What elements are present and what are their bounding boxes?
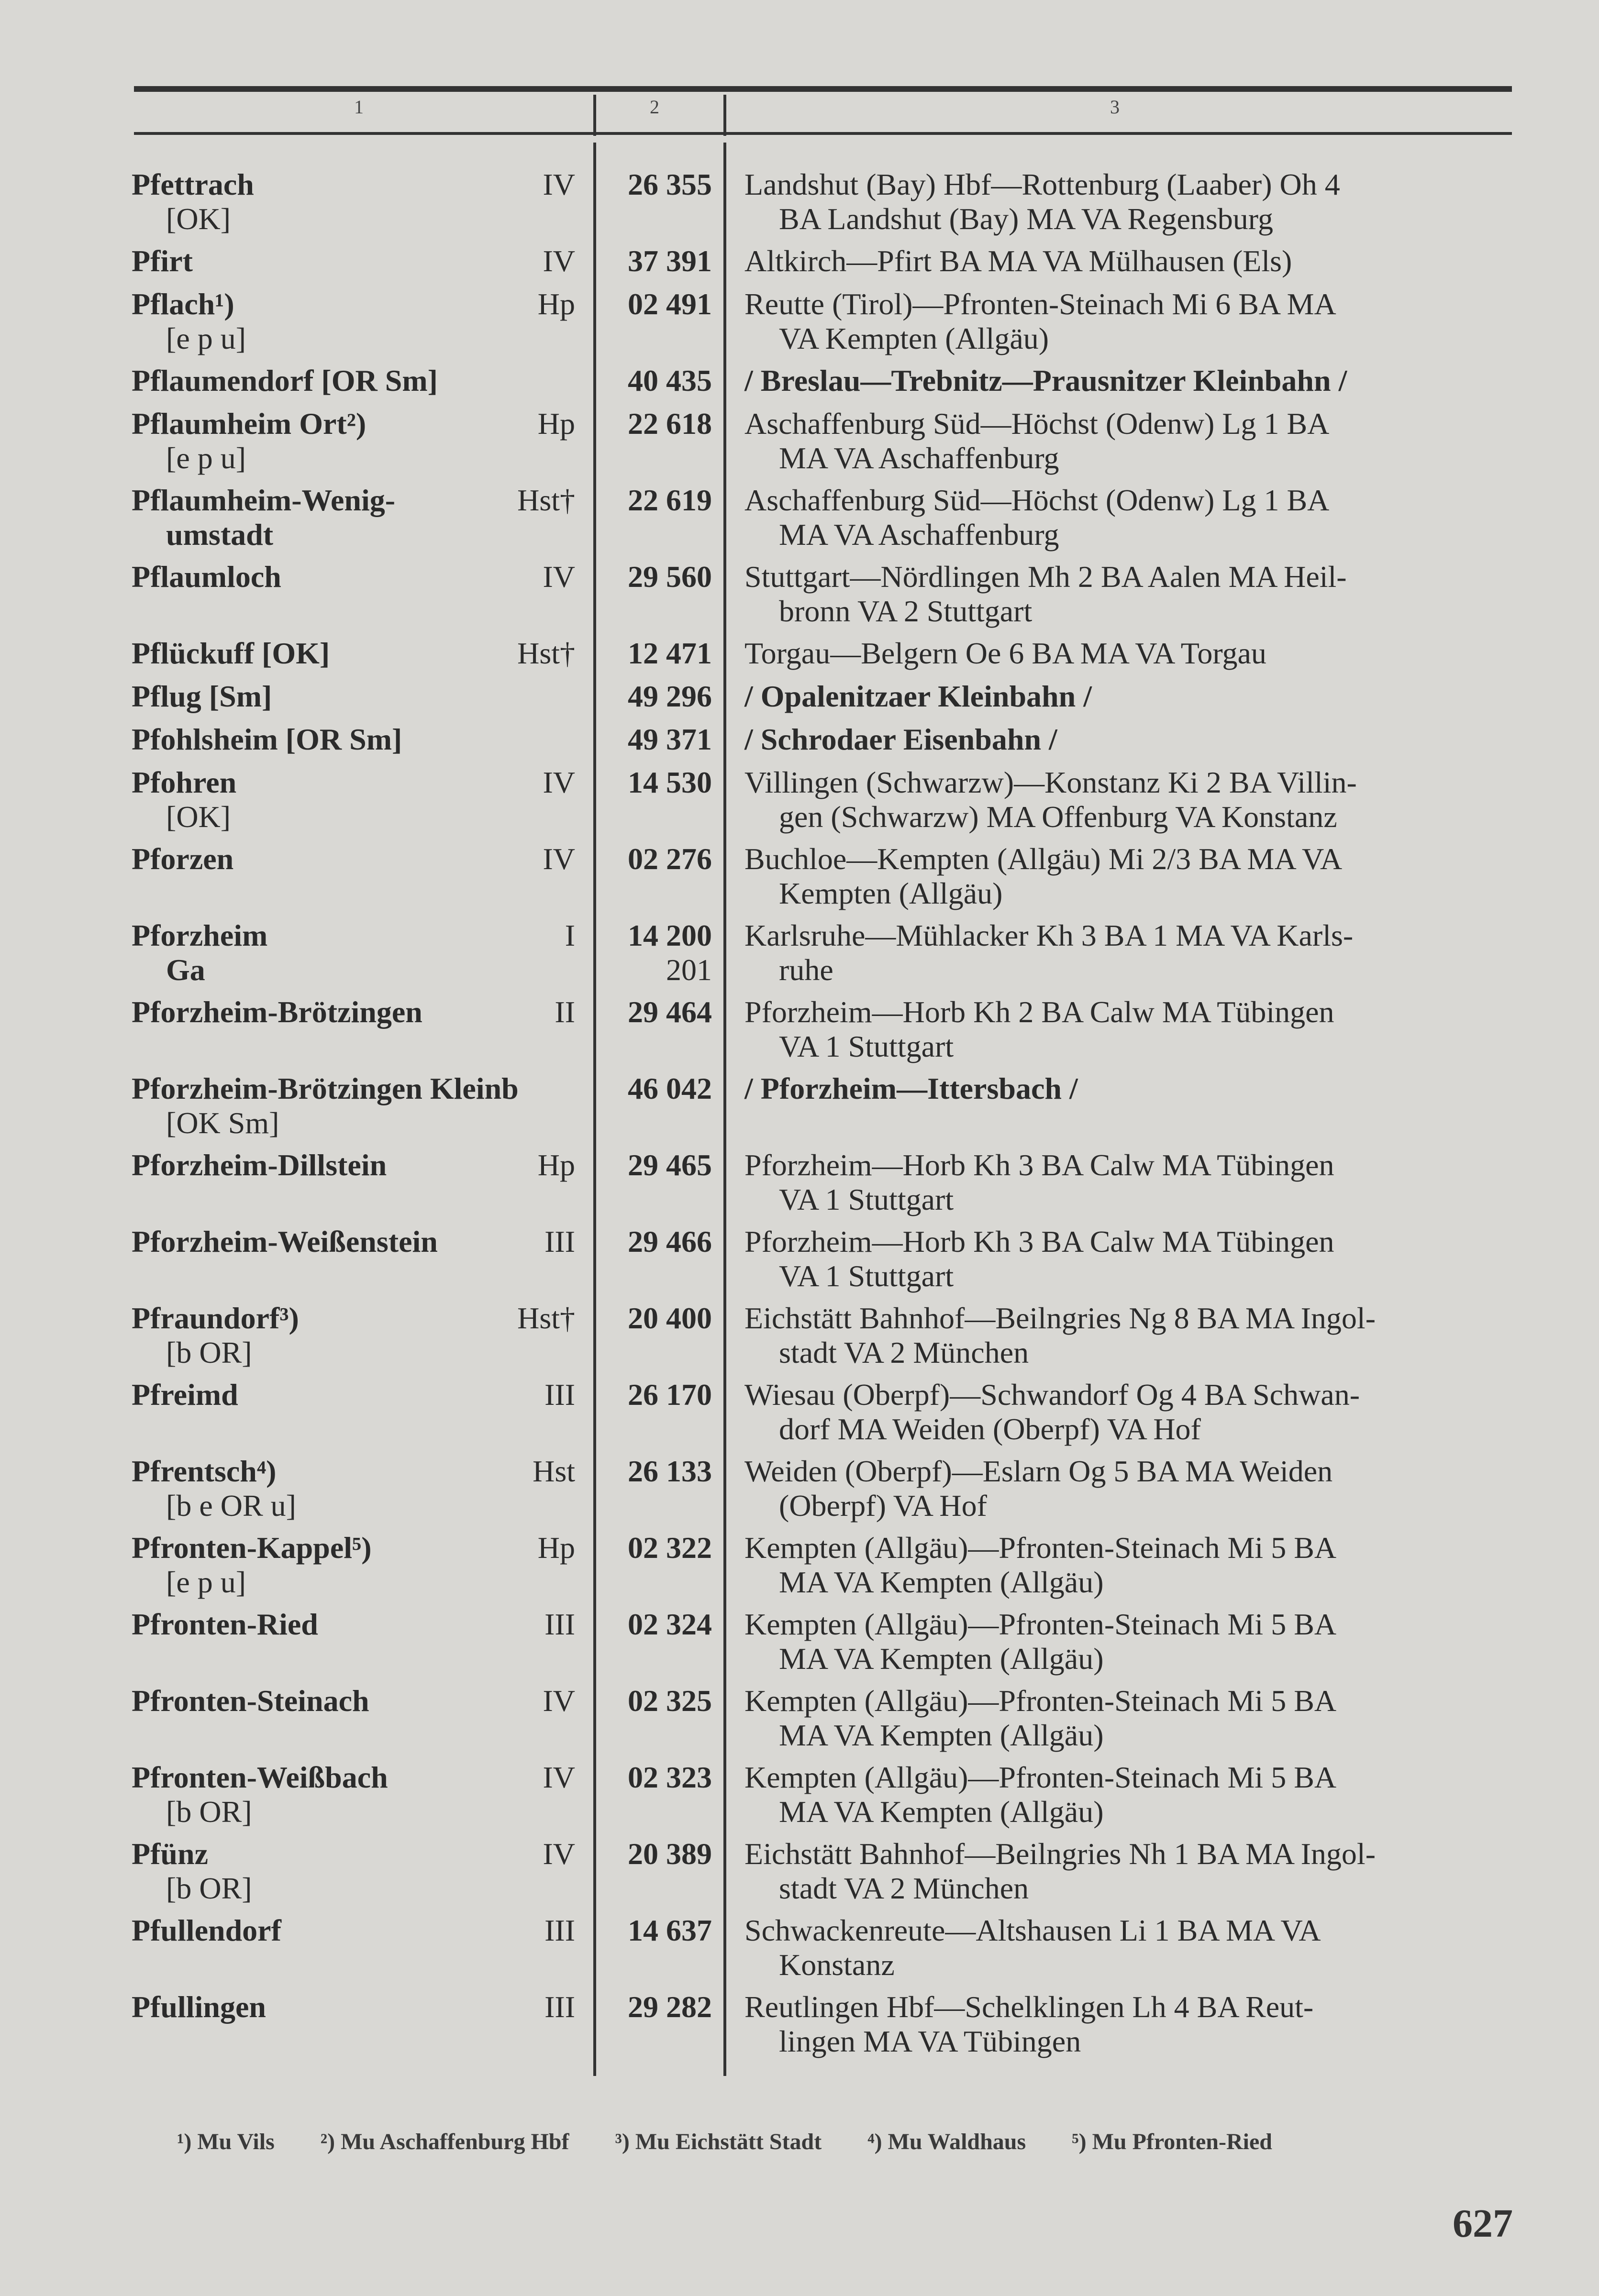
station-name-line1: Pforzheim-Brötzingen Kleinb [132,1071,519,1105]
route-line1: Karlsruhe—Mühlacker Kh 3 BA 1 MA VA Karls- [744,918,1354,952]
station-category: III [544,1225,575,1258]
route-info [744,167,1512,236]
station-code-line1: 02 324 [628,1607,712,1641]
route-info [744,244,1512,278]
route-line2: stadt VA 2 München [779,1871,1029,1905]
station-code [607,722,712,757]
station-name [132,679,577,714]
table-row [0,483,1599,560]
station-name-line2: Ga [166,953,205,987]
station-name-line2: [e p u] [166,1565,246,1599]
station-name [132,1990,577,2024]
route-line1: Schwackenreute—Altshausen Li 1 BA MA VA [744,1913,1321,1947]
table-row [0,1225,1599,1301]
station-category: Hst† [517,636,575,670]
station-name-line1: Pfirt [132,244,193,278]
route-line1: / Schrodaer Eisenbahn / [744,722,1057,756]
station-name-line2: [b OR] [166,1795,252,1829]
route-info [744,407,1512,475]
route-line2: (Oberpf) VA Hof [779,1489,987,1523]
route-line2: MA VA Aschaffenburg [779,518,1059,552]
station-name [132,722,577,757]
route-line1: Altkirch—Pfirt BA MA VA Mülhausen (Els) [744,244,1292,278]
station-code-line1: 12 471 [628,636,712,670]
station-code [607,244,712,278]
station-name [132,995,577,1029]
column-header-1: 1 [354,96,364,118]
station-code [607,636,712,671]
station-name-line1: Pflach¹) [132,287,234,321]
station-code [607,995,712,1029]
station-code [607,167,712,202]
station-code [607,918,712,987]
route-line1: Pforzheim—Horb Kh 3 BA Calw MA Tübingen [744,1148,1334,1182]
page-number: 627 [1453,2201,1513,2246]
station-name-line1: Pflückuff [OK] [132,636,330,670]
station-name-line1: Pfullendorf [132,1913,281,1947]
station-name [132,483,577,552]
route-line2: MA VA Aschaffenburg [779,441,1059,475]
table-row [0,1684,1599,1760]
route-info [744,679,1512,714]
route-info [744,1148,1512,1217]
route-info [744,1225,1512,1293]
station-code-line1: 14 637 [628,1913,712,1947]
station-code-line1: 49 371 [628,722,712,756]
route-info [744,287,1512,356]
station-name [132,1148,577,1182]
station-name [132,1378,577,1412]
station-code [607,765,712,800]
station-category: Hst† [517,483,575,517]
route-line2: BA Landshut (Bay) MA VA Regensburg [779,202,1273,236]
footnote: ³) Mu Eichstätt Stadt [615,2129,822,2154]
route-info [744,1760,1512,1829]
route-line2: Konstanz [779,1948,895,1982]
route-line1: / Pforzheim—Ittersbach / [744,1071,1078,1105]
route-line2: stadt VA 2 München [779,1336,1029,1369]
route-line2: MA VA Kempten (Allgäu) [779,1565,1104,1599]
route-info [744,1607,1512,1676]
table-row [0,1990,1599,2066]
route-line1: Eichstätt Bahnhof—Beilngries Nh 1 BA MA Ingol- [744,1837,1376,1871]
station-name-line2: [b OR] [166,1871,252,1905]
station-code [607,1454,712,1489]
route-line1: Kempten (Allgäu)—Pfronten-Steinach Mi 5 BA [744,1684,1337,1718]
station-name-line2: [OK Sm] [166,1106,279,1140]
station-name-line1: Pforzheim-Brötzingen [132,995,422,1029]
station-code-line1: 02 491 [628,287,712,321]
table-row [0,1837,1599,1913]
route-line2: VA 1 Stuttgart [779,1182,954,1216]
station-category: IV [543,1760,575,1794]
table-row [0,560,1599,636]
station-code [607,1071,712,1106]
route-info [744,722,1512,757]
route-line1: Torgau—Belgern Oe 6 BA MA VA Torgau [744,636,1266,670]
station-code-line1: 29 464 [628,995,712,1029]
route-line1: Villingen (Schwarzw)—Konstanz Ki 2 BA Villin- [744,765,1357,799]
route-line2: dorf MA Weiden (Oberpf) VA Hof [779,1412,1201,1446]
station-code-line1: 29 466 [628,1225,712,1258]
route-line2: bronn VA 2 Stuttgart [779,594,1033,628]
station-code [607,1837,712,1871]
station-name [132,244,577,278]
footnote: ²) Mu Aschaffenburg Hbf [320,2129,569,2154]
station-code-line1: 46 042 [628,1071,712,1105]
table-row [0,1454,1599,1531]
station-name-line1: Pforzheim [132,918,268,952]
station-name-line1: Pforzheim-Dillstein [132,1148,387,1182]
station-name-line1: Pforzheim-Weißenstein [132,1225,438,1258]
table-row [0,765,1599,842]
station-code-line1: 22 618 [628,407,712,441]
route-info [744,1454,1512,1523]
route-line1: / Opalenitzaer Kleinbahn / [744,679,1092,713]
station-name-line1: Pfullingen [132,1990,266,2024]
station-name [132,1454,577,1523]
route-line1: Kempten (Allgäu)—Pfronten-Steinach Mi 5 BA [744,1760,1337,1794]
station-name-line2: [b OR] [166,1336,252,1369]
station-name [132,842,577,876]
station-name-line2: [e p u] [166,441,246,475]
route-line1: Kempten (Allgäu)—Pfronten-Steinach Mi 5 BA [744,1607,1337,1641]
station-code-line1: 29 465 [628,1148,712,1182]
table-row [0,636,1599,679]
route-line2: MA VA Kempten (Allgäu) [779,1718,1104,1752]
footnotes [177,2129,1517,2155]
station-name-line1: Pflaumheim Ort²) [132,407,366,441]
station-name-line1: Pfronten-Weißbach [132,1760,388,1794]
table-row [0,1071,1599,1148]
station-code [607,1301,712,1336]
station-category: III [544,1607,575,1641]
table-row [0,1531,1599,1607]
station-code [607,1684,712,1718]
station-name-line1: Pfünz [132,1837,208,1871]
table-row [0,918,1599,995]
station-name-line1: Pforzen [132,842,234,876]
footnote: ⁵) Mu Pfronten-Ried [1072,2129,1272,2154]
station-name-line1: Pfrentsch⁴) [132,1454,277,1488]
station-category: III [544,1378,575,1412]
station-name-line2: [OK] [166,800,231,834]
route-line1: Stuttgart—Nördlingen Mh 2 BA Aalen MA Heil- [744,560,1347,594]
table-row [0,995,1599,1071]
station-category: IV [543,1684,575,1718]
station-code-line1: 02 323 [628,1760,712,1794]
station-table [0,167,1599,2066]
column-header-3: 3 [1110,96,1120,118]
station-category: IV [543,1837,575,1871]
station-code-line1: 29 560 [628,560,712,594]
route-info [744,1378,1512,1446]
station-code-line1: 02 322 [628,1531,712,1565]
table-row [0,1378,1599,1454]
station-code [607,364,712,398]
station-name [132,364,577,398]
station-code-line1: 29 282 [628,1990,712,2024]
station-category: Hst† [517,1301,575,1335]
station-name-line1: Pfohlsheim [OR Sm] [132,722,402,756]
table-row [0,287,1599,364]
station-code-line1: 20 389 [628,1837,712,1871]
station-code [607,679,712,714]
station-code-line1: 40 435 [628,364,712,397]
station-category: IV [543,244,575,278]
route-line2: VA 1 Stuttgart [779,1259,954,1293]
station-name-line1: Pfreimd [132,1378,238,1412]
route-line1: Reutte (Tirol)—Pfronten-Steinach Mi 6 BA MA [744,287,1336,321]
table-row [0,1148,1599,1225]
station-name [132,407,577,475]
station-name [132,560,577,594]
route-line2: Kempten (Allgäu) [779,876,1003,910]
route-line2: MA VA Kempten (Allgäu) [779,1795,1104,1829]
station-code-line1: 26 133 [628,1454,712,1488]
station-name [132,287,577,356]
station-code [607,1913,712,1948]
station-category: III [544,1913,575,1947]
table-row [0,722,1599,765]
station-category: IV [543,765,575,799]
station-code [607,1148,712,1182]
station-code [607,1531,712,1565]
station-name [132,1301,577,1370]
route-info [744,1531,1512,1600]
station-name-line1: Pfraundorf³) [132,1301,299,1335]
route-line2: VA Kempten (Allgäu) [779,321,1049,355]
station-name-line1: Pflaumloch [132,560,281,594]
route-info [744,1071,1512,1106]
table-row [0,1301,1599,1378]
route-info [744,1837,1512,1906]
table-row [0,1607,1599,1684]
station-category: Hp [537,1148,575,1182]
route-info [744,1684,1512,1753]
station-code [607,1607,712,1642]
station-category: Hp [537,287,575,321]
station-name-line1: Pflaumheim-Wenig- [132,483,396,517]
station-code-line1: 22 619 [628,483,712,517]
station-code [607,842,712,876]
station-name-line2: [e p u] [166,321,246,355]
route-info [744,483,1512,552]
station-category: IV [543,842,575,876]
header-divider-2 [723,95,726,136]
station-name [132,1837,577,1906]
station-name [132,1913,577,1948]
station-code-line1: 26 170 [628,1378,712,1412]
table-row [0,1760,1599,1837]
station-category: IV [543,560,575,594]
station-name-line1: Pflaumendorf [OR Sm] [132,364,438,397]
route-line1: Buchloe—Kempten (Allgäu) Mi 2/3 BA MA VA [744,842,1343,876]
station-code-line1: 02 276 [628,842,712,876]
table-row [0,842,1599,918]
station-code [607,287,712,321]
station-code-line1: 49 296 [628,679,712,713]
station-code-line1: 02 325 [628,1684,712,1718]
route-info [744,1913,1512,1982]
column-header-2: 2 [650,96,659,118]
station-name-line2: [b e OR u] [166,1489,296,1523]
station-code-line1: 14 200 [628,918,712,952]
route-line2: MA VA Kempten (Allgäu) [779,1642,1104,1676]
station-category: Hst [533,1454,575,1488]
station-category: I [565,918,575,952]
route-line1: Aschaffenburg Süd—Höchst (Odenw) Lg 1 BA [744,407,1330,441]
station-code-line1: 20 400 [628,1301,712,1335]
station-code-line2: 201 [666,953,712,987]
route-info [744,918,1512,987]
station-code [607,1760,712,1795]
header-divider-1 [593,95,596,136]
route-line2: ruhe [779,953,833,987]
station-code [607,560,712,594]
station-code [607,1990,712,2024]
route-info [744,995,1512,1064]
route-info [744,560,1512,629]
station-name-line1: Pflug [Sm] [132,679,272,713]
route-line2: lingen MA VA Tübingen [779,2024,1081,2058]
route-line1: Pforzheim—Horb Kh 2 BA Calw MA Tübingen [744,995,1334,1029]
top-rule [134,86,1512,92]
table-row [0,167,1599,244]
station-code-line1: 26 355 [628,167,712,201]
station-category: II [555,995,575,1029]
station-code [607,1378,712,1412]
route-info [744,1990,1512,2059]
footnote: ¹) Mu Vils [177,2129,275,2154]
route-line1: Pforzheim—Horb Kh 3 BA Calw MA Tübingen [744,1225,1334,1258]
route-info [744,765,1512,834]
station-name [132,765,577,834]
route-line1: Landshut (Bay) Hbf—Rottenburg (Laaber) Oh 4 [744,167,1340,201]
route-line1: Aschaffenburg Süd—Höchst (Odenw) Lg 1 BA [744,483,1330,517]
station-name [132,1531,577,1600]
station-category: Hp [537,1531,575,1565]
header-rule [134,132,1512,135]
station-code [607,483,712,518]
route-info [744,1301,1512,1370]
station-name [132,1760,577,1829]
route-info [744,636,1512,671]
station-category: III [544,1990,575,2024]
station-code [607,1225,712,1259]
table-row [0,244,1599,287]
station-name [132,1607,577,1642]
route-line2: gen (Schwarzw) MA Offenburg VA Konstanz [779,800,1337,834]
station-name [132,1225,577,1259]
station-name [132,918,577,987]
table-row [0,679,1599,722]
route-line1: Reutlingen Hbf—Schelklingen Lh 4 BA Reut- [744,1990,1314,2024]
route-line1: Wiesau (Oberpf)—Schwandorf Og 4 BA Schwan- [744,1378,1360,1412]
table-row [0,407,1599,483]
station-name [132,1071,577,1140]
station-name [132,1684,577,1718]
station-name-line1: Pfronten-Kappel⁵) [132,1531,372,1565]
route-line2: VA 1 Stuttgart [779,1029,954,1063]
route-info [744,364,1512,398]
station-name-line2: umstadt [166,518,274,552]
station-code-line1: 14 530 [628,765,712,799]
footnote: ⁴) Mu Waldhaus [867,2129,1026,2154]
table-row [0,1913,1599,1990]
station-name-line1: Pfronten-Steinach [132,1684,369,1718]
station-name-line1: Pfettrach [132,167,254,201]
route-info [744,842,1512,911]
station-code-line1: 37 391 [628,244,712,278]
station-name-line1: Pfronten-Ried [132,1607,318,1641]
station-name-line2: [OK] [166,202,231,236]
station-name [132,636,577,671]
route-line1: / Breslau—Trebnitz—Prausnitzer Kleinbahn / [744,364,1347,397]
route-line1: Weiden (Oberpf)—Eslarn Og 5 BA MA Weiden [744,1454,1333,1488]
station-category: IV [543,167,575,201]
route-line1: Eichstätt Bahnhof—Beilngries Ng 8 BA MA Ingol- [744,1301,1376,1335]
station-name-line1: Pfohren [132,765,237,799]
route-line1: Kempten (Allgäu)—Pfronten-Steinach Mi 5 BA [744,1531,1337,1565]
station-name [132,167,577,236]
table-row [0,364,1599,407]
station-category: Hp [537,407,575,441]
station-code [607,407,712,441]
